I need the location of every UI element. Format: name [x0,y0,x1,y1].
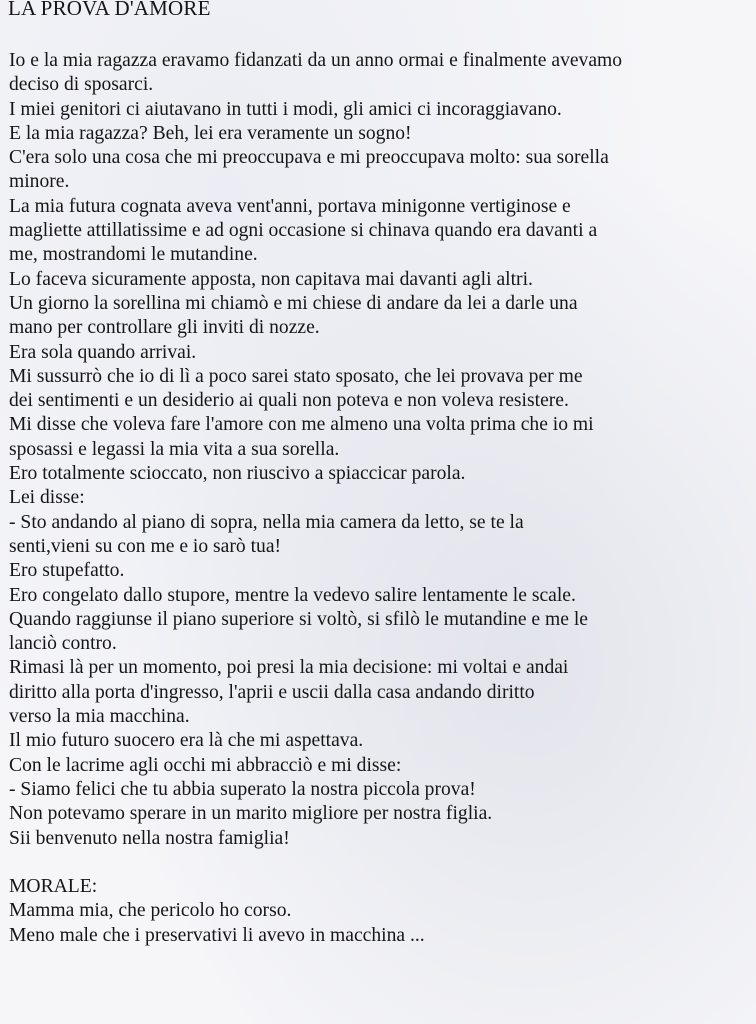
story-line: E la mia ragazza? Beh, lei era veramente un sogno! [9,122,412,144]
story-line: me, mostrandomi le mutandine. [9,244,258,266]
story-line: Non potevamo sperare in un marito migliore per nostra figlia. [9,803,493,825]
story-line: deciso di sposarci. [9,74,154,96]
story-line: Io e la mia ragazza eravamo fidanzati da un anno ormai e finalmente avevamo [9,50,623,71]
story-line: Ero totalmente scioccato, non riuscivo a spiaccicar parola. [9,463,466,485]
story-line: minore. [9,171,70,193]
story-line: Ero congelato dallo stupore, mentre la vedevo salire lentamente le scale. [9,584,576,606]
story-line: Il mio futuro suocero era là che mi aspettava. [9,730,364,752]
story-line: Lei disse: [9,487,85,509]
section-gap [9,851,749,875]
story-body [9,49,749,948]
moral-line: Meno male che i preservativi li avevo in macchina ... [9,924,425,946]
story-line: diritto alla porta d'ingresso, l'aprii e uscii dalla casa andando diritto [9,681,535,703]
story-line: La mia futura cognata aveva vent'anni, portava minigonne vertiginose e [9,195,571,217]
story-line: Con le lacrime agli occhi mi abbracciò e mi disse: [9,754,402,776]
story-line: Rimasi là per un momento, poi presi la mia decisione: mi voltai e andai [9,657,569,679]
document-title: LA PROVA D'AMORE [8,0,211,20]
story-line: Quando raggiunse il piano superiore si voltò, si sfilò le mutandine e me le [9,608,588,630]
story-line: I miei genitori ci aiutavano in tutti i modi, gli amici ci incoraggiavano. [9,98,562,120]
story-line: Ero stupefatto. [9,560,125,582]
story-line: sposassi e legassi la mia vita a sua sorella. [9,438,340,460]
story-line: verso la mia macchina. [9,706,190,728]
story-line: - Sto andando al piano di sopra, nella mia camera da letto, se te la [9,511,524,533]
story-line: mano per controllare gli inviti di nozze. [9,317,320,339]
story-line: Un giorno la sorellina mi chiamò e mi chiese di andare da lei a darle una [9,292,578,314]
story-line: dei sentimenti e un desiderio ai quali non poteva e non voleva resistere. [9,390,569,412]
moral-heading: MORALE: [9,876,98,898]
story-line: - Siamo felici che tu abbia superato la nostra piccola prova! [9,778,476,800]
story-line: Mi sussurrò che io di lì a poco sarei stato sposato, che lei provava per me [9,365,583,387]
moral-line: Mamma mia, che pericolo ho corso. [9,900,292,922]
story-line: senti,vieni su con me e io sarò tua! [9,535,282,557]
story-line: C'era solo una cosa che mi preoccupava e mi preoccupava molto: sua sorella [9,147,609,169]
story-line: Mi disse che voleva fare l'amore con me almeno una volta prima che io mi [9,414,594,436]
story-line: Lo faceva sicuramente apposta, non capitava mai davanti agli altri. [9,268,533,290]
story-line: Era sola quando arrivai. [9,341,197,363]
story-line: magliette attillatissime e ad ogni occasione si chinava quando era davanti a [9,220,598,242]
story-line: lanciò contro. [9,633,117,655]
story-line: Sii benvenuto nella nostra famiglia! [9,827,290,849]
